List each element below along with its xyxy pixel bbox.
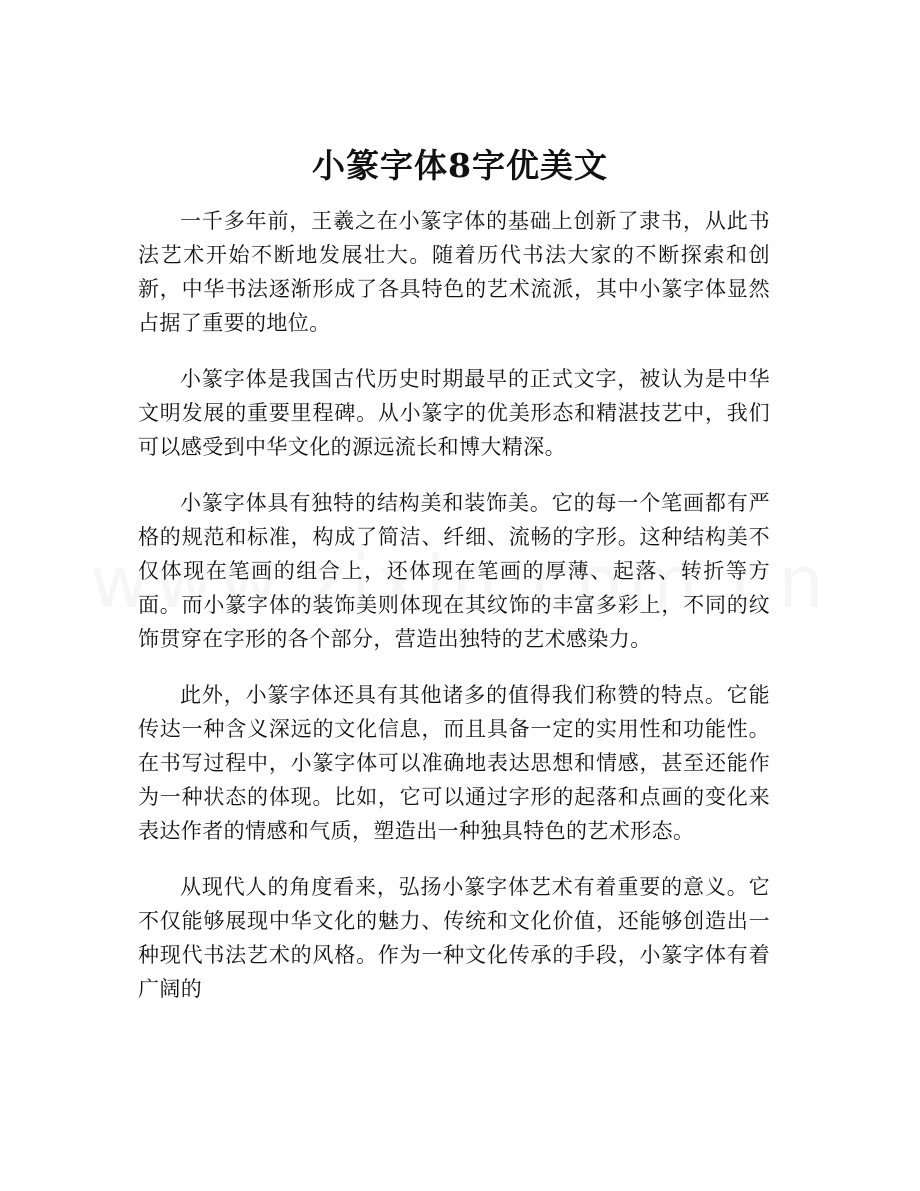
paragraph-1: 一千多年前，王羲之在小篆字体的基础上创新了隶书，从此书法艺术开始不断地发展壮大。随着历代书法大家的不断探索和创新，中华书法逐渐形成了各具特色的艺术流派，其中小篆字体显然占据了重要的地位。 <box>138 209 770 335</box>
document-body <box>138 204 770 1028</box>
document-title: 小篆字体8字优美文 <box>312 146 608 185</box>
paragraph-4: 此外，小篆字体还具有其他诸多的值得我们称赞的特点。它能传达一种含义深远的文化信息，而且具备一定的实用性和功能性。在书写过程中，小篆字体可以准确地表达思想和情感，甚至还能作为一种状态的体现。比如，它可以通过字形的起落和点画的变化来表达作者的情感和气质，塑造出一种独具特色的艺术形态。 <box>138 683 770 843</box>
paragraph-2: 小篆字体是我国古代历史时期最早的正式文字，被认为是中华文明发展的重要里程碑。从小篆字的优美形态和精湛技艺中，我们可以感受到中华文化的源远流长和博大精深。 <box>138 367 770 459</box>
paragraph-5: 从现代人的角度看来，弘扬小篆字体艺术有着重要的意义。它不仅能够展现中华文化的魅力、传统和文化价值，还能够创造出一种现代书法艺术的风格。作为一种文化传承的手段，小篆字体有着广阔的 <box>138 875 770 1001</box>
paragraph-3: 小篆字体具有独特的结构美和装饰美。它的每一个笔画都有严格的规范和标准，构成了简洁、纤细、流畅的字形。这种结构美不仅体现在笔画的组合上，还体现在笔画的厚薄、起落、转折等方面。而小篆字体的装饰美则体现在其纹饰的丰富多彩上，不同的纹饰贯穿在字形的各个部分，营造出独特的艺术感染力。 <box>138 491 770 651</box>
